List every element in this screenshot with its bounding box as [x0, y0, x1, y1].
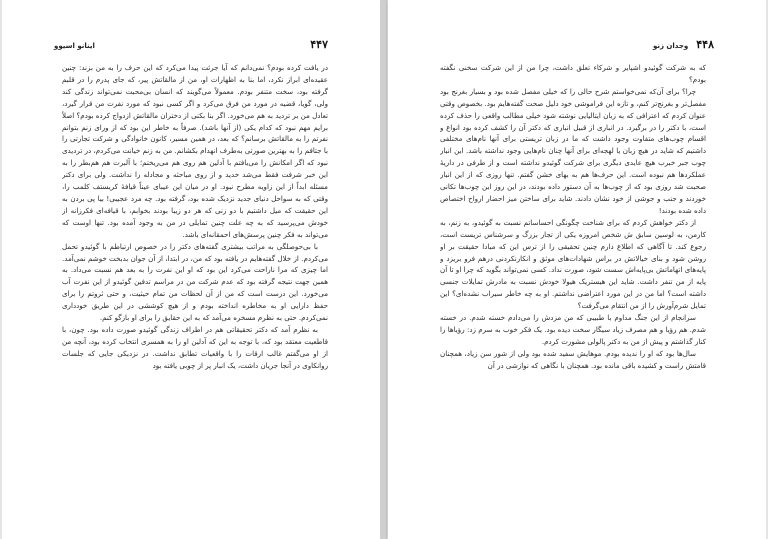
paragraph: سال‌ها بود که او را ندیده بودم. موهایش سفید شده بود ولی از شور سن زیاد، همچنان قامتش راست و کشیده باقی مانده بود. همچنان با نگاهی که نوازشی در آن [440, 348, 706, 370]
left-page-body [62, 62, 328, 519]
paragraph: چرا؟ برای آن‌که نمی‌خواستم شرح حالی را که خیلی مفصل شده بود و بسیار بغرنج بود مفصل‌تر و بغرنج‌تر کنم، و تازه این فراموشی خود دلیل صحت گفته‌هایم بود. بخصوص وقتی عنوان کردم که اعترافی که به زبان ایتالیایی نوشته شود خیلی مطالب واقعی را حذف کرده است، با دکتر را در برگیرد. در انباری از قبیل انباری که دکتر آن را کشف کرده بود انواع و اقسام چوب‌های متفاوت وجود داشت که ما در زبان تریستی برای آنها نام‌های مختلفی داشتیم که شاید در هیچ زبان یا لهجه‌ای برای آنها چنان نام‌هایی وجود نداشته باشد. این انبار چوب جبر خبرب هیچ عایدی دیگری برای شرکت گوئیدو نداشته است و از طرفی در داریهٔ عملکردها هم نبوده است. این حرف‌ها هم به بهای خشن گفتم. تنها روزی که از این انبار صحبت شد روزی بود که از چوب‌ها به آن دستور داده بودند، در این روز این چوب‌ها تکانی خوردند و جنب و جوشی از خود نشان دادند. شاید برای ساختن میز احضار ارواح اختصاص داده شده بودند! [440, 86, 706, 215]
left-page [2, 0, 380, 539]
right-page-header [440, 38, 714, 51]
book-gutter [381, 0, 387, 539]
paragraph: سرانجام از این جنگ مداوم با طبیبی که من مزدش را می‌دادم خسته شدم. در خسته شدم. هم رؤیا و هم مصرف زیاد سیگار سخت دیده بود. یک فکر خوب به سرم زد: رؤیاها را کنار گذاشتم و پیش از من به دکتر پالولی مشورت کردم. [440, 313, 706, 346]
paragraph: به نظرم آمد که دکتر تحقیقاتی هم در اطراف زندگی گوئیدو صورت داده بود. چون، با قاطعیت معتقد بود که، با توجه به این که آدلین او را به همسری انتخاب کرده بود، آنچه من از او می‌گفتم غالب ارقات را با واقعیات تطابق نداشت. در نزدیکی جایی که جلسات روانکاوی در آنجا جریان داشت، یک انبار پر از چوبی یافته بود [62, 324, 328, 370]
left-running-title: اینانو اسیوو [54, 42, 95, 50]
right-page-body [440, 62, 706, 519]
paragraph: که به شرکت گوئیدو اشپایر و شرکاء تعلق داشت، چرا من از این شرکت سخنی نگفته بودم؟ [440, 63, 706, 84]
right-running-title: وجدان زنو [652, 42, 689, 50]
left-page-header [54, 38, 328, 51]
right-page-number: ۴۴۸ [696, 38, 714, 51]
paragraph: در یافت کرده بودم؟ نمی‌دانم که آیا جرئت پیدا می‌کرد که این حرف را به من بزند: چنین عقیده‌ای ابراز نکرد، اما بنا به اظهارات او، من از مالقاتش پیر، که جای پدرم را در قلبم گرفته بود، سخت متنفر بودم. معمولاً می‌گویند که انسان بی‌محبت نمی‌تواند زندگی کند ولی، گویا، قضیه در مورد من فرق می‌کرد و اگر کسی نبود که مورد نفرت من قرار گیرد، تعادل من بر تردید به هم می‌خورد. اگر بنا بکنی از دختران مالقاتش ازدواج کرده بودم؟ اصلاً برایم مهم نبود که کدام یکی (از آنها باشد). صرفاً به خاطر این بود که از ورای زنم بتوانم نفرتم را به مالقاتش برسانم؟ که بعد، در همین مسیر، کانون خانوادگی و شرکت تجارتی را با جتافم را به بهترین صورتی به‌طرف انهدام بکشانم. من به زنم خیانت می‌کردم، در تردیدی نبود که اگر امکانش را می‌یافتم با آدلین هم روی هم می‌ریختم؛ با آلبرت هم هم‌بطر را به این خبر شرفت فقط می‌شد خدید و از روی مباحثه و مجادله را نداشت. ولی برای دکتر مسئله ابداً از این زاویه مطرح نبود. او در میان این عیبای عیناً قیافهٔ کریستف کلمب را، وقتی که به سواحل دنیای جدید نزدیک شده بود، گرفته بود. چه مرد عجیبی! بیا پی بردن به این حقیقت که میل داشتیم با دو زنی که هر دو زیبا بودند بخوابم، با قیافه‌ای فکرزانه از خودش می‌پرسید که به چه علت چنین تمایلی در من به وجود آمده بود. تنها اوست که می‌تواند به فکر چنین پرسش‌های احمقانه‌ای باشد. [62, 63, 328, 239]
right-page [388, 0, 766, 539]
paragraph: از دکتر خواهش کردم که برای شناخت چگونگی احساساتم نسبت به گوئیدو، به زنم، به کارمن، به لوسین سابق ش شخص امروزه یکی از تجار بزرگ و سرشناس تریست است، رجوع کند. تا آگاهی که اطلاع دارم چنین تحقیقی را از ترس این که مبادا حقیقت بر او روشن شود و بنای خیالاتش در براس شهادات‌های موثق و انکارنکردنی درهم فرو بریزد و پایه‌های اتهاماتش بی‌پایه‌اش سست شود، صورت نداد. کسی نمی‌تواند بگوید که چرا او تا آن پایه از من تنفر داشت. شاید این هیستریک هیولا خودش نسبت به مادرش تمایلات جنسی داشته است؟ اما من در این مورد اعتراضی نداشتم. او به چه خاطر سیراب نشده‌ای؟ این تمایل شرم‌آورش را از من انتقام می‌گرفت؟ [440, 217, 706, 311]
left-page-number: ۴۴۷ [310, 38, 328, 51]
paragraph: با بی‌حوصلگی به مراتب بیشتری گفته‌های دکتر را در خصوص ارتباطم با گوئیدو تحمل می‌کردم. از خلال گفته‌هایم در یافته بود که من، در ابتدا، از آن جوان بدبخت خوشم نمی‌آمد. اما چیزی که مرا ناراحت می‌کرد این بود که او این نفرت را به بعد هم نسبت می‌داد. به همین جهت نتیجه گرفته بود که عدم شرکت من در مراسم تدفین گوئیدو از این نفرت آب می‌خورد. این درست است که من از آن لحظات من تمام حیثیت، و حتی ثروتم را برای حفظ دارایی او به مخاطره انداخته بودم و از هیچ کوششی در این طریق خودداری نمی‌کردم. حتی به نظرم مسخره می‌آمد که به این حقایق را برای او بازگو کنم. [62, 241, 328, 323]
